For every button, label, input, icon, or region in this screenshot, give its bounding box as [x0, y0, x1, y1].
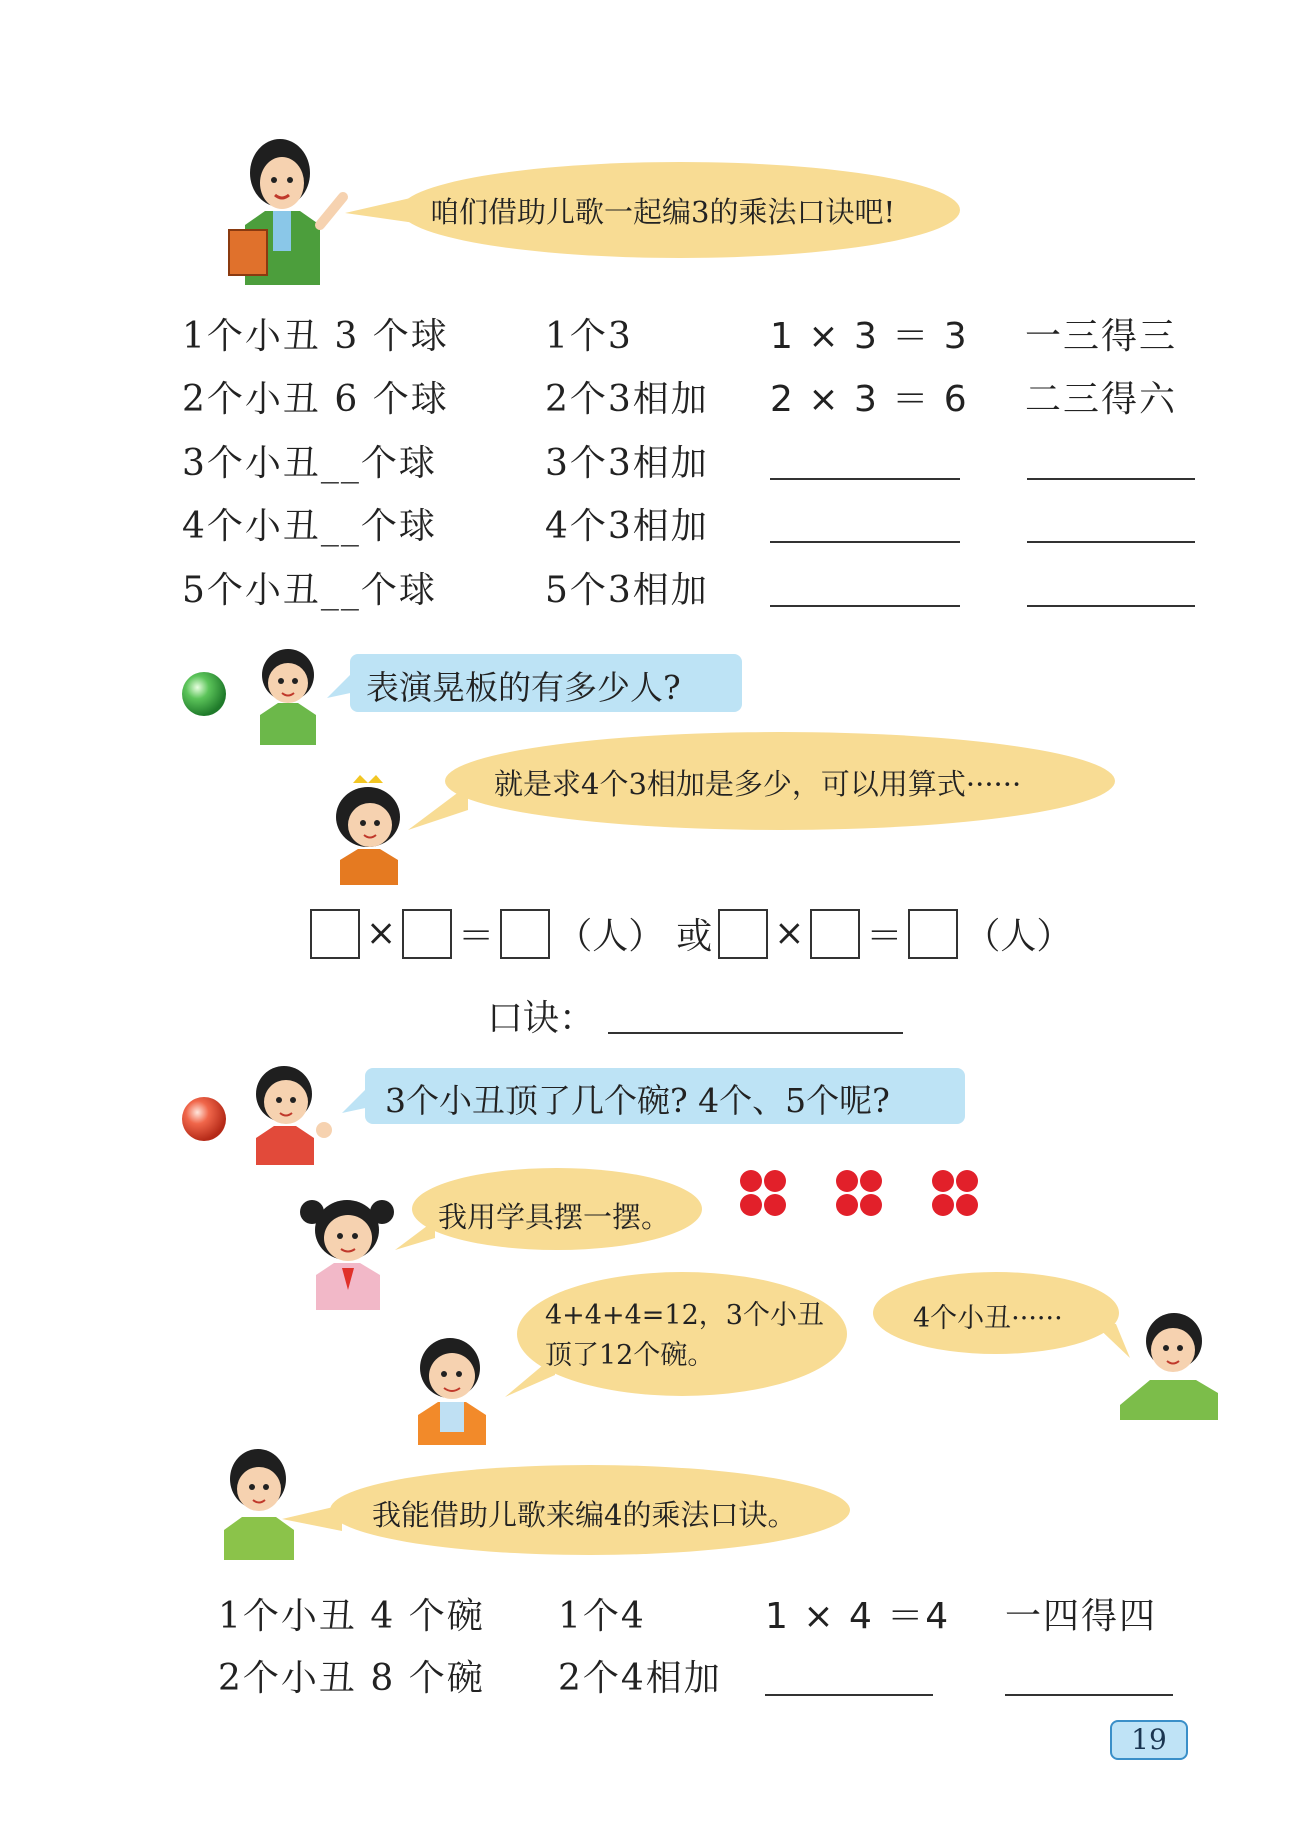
- rhyme4-row2-equation-blank[interactable]: [765, 1694, 933, 1696]
- boy-red-shirt-illustration: [242, 1060, 337, 1165]
- bubble-tail: [408, 785, 468, 830]
- red-counter: [740, 1170, 762, 1192]
- girl2-speech-text: 我用学具摆一摆。: [438, 1200, 671, 1234]
- koujue-blank[interactable]: [608, 1032, 903, 1034]
- or-label: 或: [676, 916, 713, 957]
- boy-plaid-shirt-illustration: [218, 1445, 298, 1560]
- equation-fill-in: [310, 908, 1078, 959]
- girl-pigtails-illustration: [292, 1190, 402, 1310]
- boy2-speech-text: 4个小丑······: [913, 1303, 1063, 1334]
- bubble-tail: [327, 670, 355, 700]
- rhyme3-row5-rhyme-blank[interactable]: [1027, 605, 1195, 607]
- boy1-speech-line1: 4+4+4=12，3个小丑: [545, 1300, 824, 1331]
- red-counter: [932, 1170, 954, 1192]
- green-ball-icon: [180, 670, 228, 718]
- question2-text: 3个小丑顶了几个碗? 4个、5个呢?: [385, 1081, 890, 1120]
- boy-green-jacket-illustration: [250, 645, 325, 745]
- girl-crown-illustration: [318, 775, 418, 885]
- question1-text: 表演晃板的有多少人?: [366, 668, 681, 707]
- red-counter: [836, 1170, 858, 1192]
- rhyme3-row5-a: 5个小丑__个球: [182, 570, 437, 611]
- rhyme3-row4-b: 4个3相加: [545, 506, 709, 547]
- boy1-speech-line2: 顶了12个碗。: [545, 1340, 715, 1371]
- rhyme4-row1-d: 一四得四: [1005, 1596, 1158, 1637]
- rhyme3-row5-b: 5个3相加: [545, 570, 709, 611]
- teacher-illustration: [225, 135, 355, 295]
- rhyme3-row1-d: 一三得三: [1025, 316, 1178, 357]
- rhyme3-row3-rhyme-blank[interactable]: [1027, 478, 1195, 480]
- red-counter: [740, 1194, 762, 1216]
- rhyme4-row2-b: 2个4相加: [558, 1658, 722, 1699]
- teacher-speech-text: 咱们借助儿歌一起编3的乘法口诀吧!: [430, 195, 896, 229]
- answer-box[interactable]: [810, 909, 860, 959]
- rhyme3-row2-d: 二三得六: [1025, 379, 1178, 420]
- answer-box[interactable]: [718, 909, 768, 959]
- rhyme4-row1-a: 1个小丑 4 个碗: [218, 1596, 485, 1637]
- unit-label: （人）: [964, 916, 1073, 957]
- answer-box[interactable]: [500, 909, 550, 959]
- page-number: 19: [1110, 1720, 1188, 1760]
- answer-box[interactable]: [402, 909, 452, 959]
- red-counter: [956, 1194, 978, 1216]
- rhyme4-row1-c: 1 × 4 ＝4: [765, 1596, 951, 1637]
- unit-label: （人）: [556, 916, 665, 957]
- answer-box[interactable]: [908, 909, 958, 959]
- rhyme3-row4-a: 4个小丑__个球: [182, 506, 437, 547]
- red-counter: [764, 1170, 786, 1192]
- equals-sign: ＝: [458, 916, 495, 957]
- rhyme4-row2-a: 2个小丑 8 个碗: [218, 1658, 485, 1699]
- rhyme3-row2-a: 2个小丑 6 个球: [182, 379, 449, 420]
- rhyme3-row3-b: 3个3相加: [545, 443, 709, 484]
- rhyme4-row2-rhyme-blank[interactable]: [1005, 1694, 1173, 1696]
- bubble-tail: [282, 1505, 342, 1531]
- answer-box[interactable]: [310, 909, 360, 959]
- boy3-speech-text: 我能借助儿歌来编4的乘法口诀。: [372, 1498, 797, 1532]
- red-counter: [860, 1194, 882, 1216]
- rhyme3-row5-equation-blank[interactable]: [770, 605, 960, 607]
- rhyme3-row1-b: 1个3: [545, 316, 633, 357]
- bubble-tail: [395, 1220, 435, 1250]
- red-counter: [932, 1194, 954, 1216]
- red-ball-icon: [180, 1095, 228, 1143]
- girl1-speech-text: 就是求4个3相加是多少，可以用算式······: [494, 767, 1022, 801]
- rhyme3-row4-equation-blank[interactable]: [770, 541, 960, 543]
- boy-orange-shirt-illustration: [400, 1330, 505, 1445]
- red-counter: [836, 1194, 858, 1216]
- red-counter: [764, 1194, 786, 1216]
- rhyme3-row3-equation-blank[interactable]: [770, 478, 960, 480]
- rhyme3-row2-b: 2个3相加: [545, 379, 709, 420]
- rhyme3-row2-c: 2 × 3 ＝ 6: [770, 379, 969, 420]
- times-sign: ×: [366, 913, 397, 954]
- bubble-tail: [342, 1085, 370, 1115]
- rhyme4-row1-b: 1个4: [558, 1596, 646, 1637]
- koujue-label: 口诀：: [487, 998, 596, 1039]
- bubble-tail: [345, 195, 415, 225]
- red-counter: [956, 1170, 978, 1192]
- boy-green-shirt-illustration: [1110, 1305, 1220, 1420]
- rhyme3-row3-a: 3个小丑__个球: [182, 443, 437, 484]
- rhyme3-row1-a: 1个小丑 3 个球: [182, 316, 449, 357]
- equals-sign: ＝: [866, 916, 903, 957]
- times-sign: ×: [774, 913, 805, 954]
- rhyme3-row4-rhyme-blank[interactable]: [1027, 541, 1195, 543]
- red-counter: [860, 1170, 882, 1192]
- rhyme3-row1-c: 1 × 3 ＝ 3: [770, 316, 969, 357]
